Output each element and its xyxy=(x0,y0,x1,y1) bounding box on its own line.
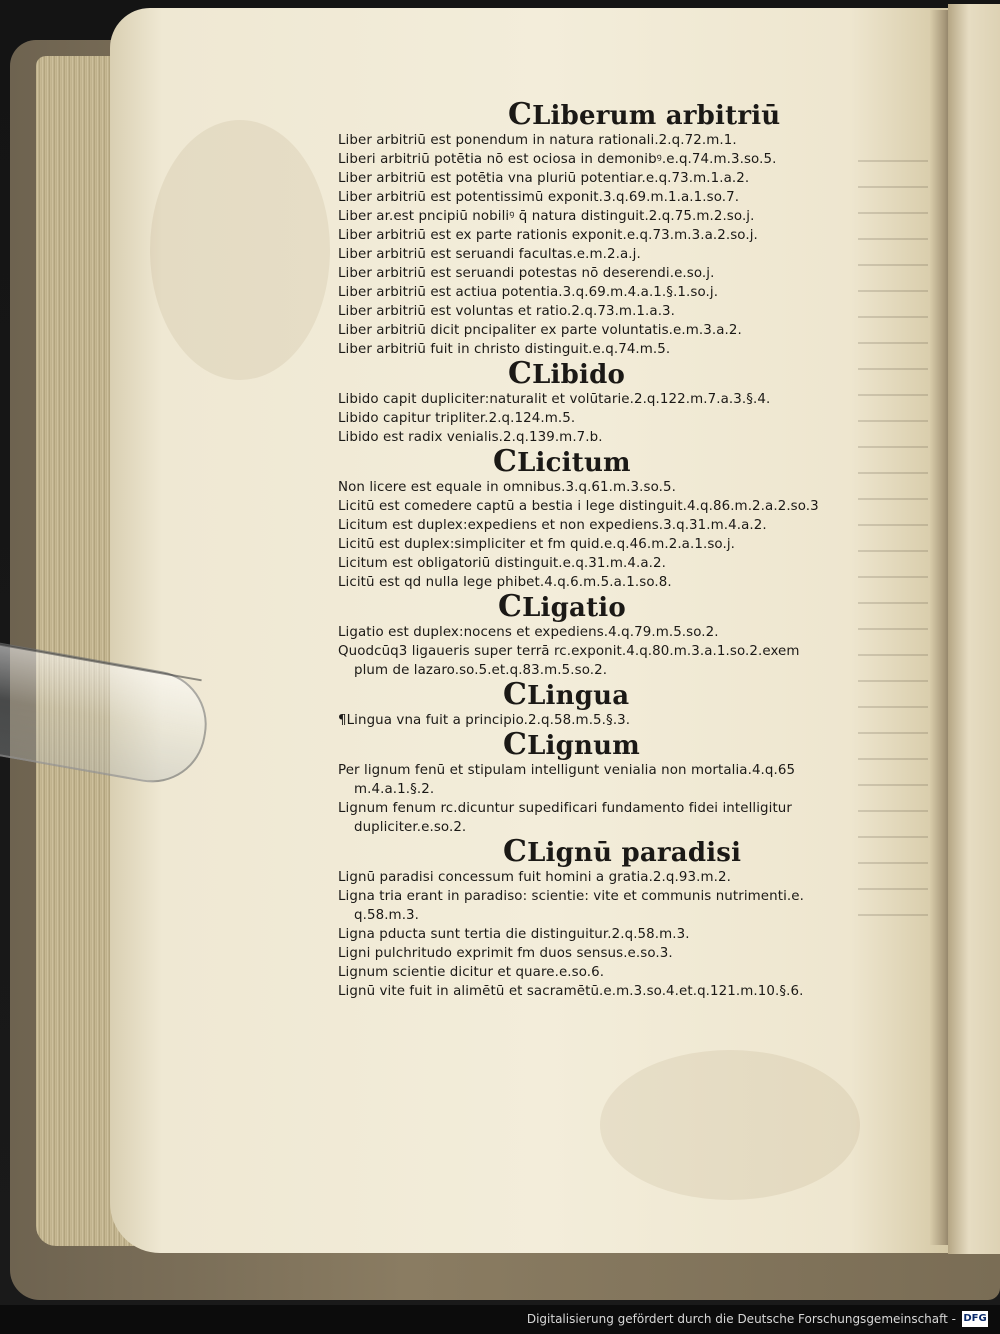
entry-line: Liber arbitriū est potētia vna pluriū potentiar.e.q.73.m.1.a.2. xyxy=(338,171,750,186)
entry-line: Lignū vite fuit in alimētū et sacramētū.e.m.3.so.4.et.q.121.m.10.§.6. xyxy=(338,984,804,999)
entry-line: m.4.a.1.§.2. xyxy=(354,782,435,797)
entry-line: Per lignum fenū et stipulam intelligunt venialia non mortalia.4.q.65 xyxy=(338,763,796,778)
entry-line: Liber arbitriū est seruandi potestas nō deserendi.e.so.j. xyxy=(338,266,715,281)
entry-line: Liber arbitriū est voluntas et ratio.2.q.73.m.1.a.3. xyxy=(338,304,676,319)
section-licitum xyxy=(338,444,908,592)
section-heading: CLibido xyxy=(508,356,626,391)
entry-line: Liber arbitriū est potentissimū exponit.3.q.69.m.1.a.1.so.7. xyxy=(338,190,740,205)
section-lignum-paradisi xyxy=(338,834,908,1001)
entry-line: Libido capitur tripliter.2.q.124.m.5. xyxy=(338,411,576,426)
dfg-logo-icon: DFG xyxy=(962,1311,988,1327)
page-stain xyxy=(150,120,330,380)
entry-line: Quodcūq3 ligaueris super terrā rc.exponit.4.q.80.m.3.a.1.so.2.exem xyxy=(338,644,800,659)
section-heading: CLicitum xyxy=(493,444,631,479)
section-heading: CLingua xyxy=(503,677,630,712)
entry-line: Liber arbitriū est seruandi facultas.e.m.2.a.j. xyxy=(338,247,641,262)
entry-line: Liberi arbitriū potētia nō est ociosa in demonibꝰ.e.q.74.m.3.so.5. xyxy=(338,152,777,167)
entry-line: Lignum fenum rc.dicuntur supedificari fundamento fidei intelligitur xyxy=(338,801,793,816)
section-heading: CLignum xyxy=(503,727,640,762)
entry-line: Lignū paradisi concessum fuit homini a gratia.2.q.93.m.2. xyxy=(338,870,731,885)
entry-line: Licitū est comedere captū a bestia i lege distinguit.4.q.86.m.2.a.2.so.3 xyxy=(338,499,819,514)
entry-line: Licitum est duplex:expediens et non expediens.3.q.31.m.4.a.2. xyxy=(338,518,767,533)
entry-line: ¶Lingua vna fuit a principio.2.q.58.m.5.§.3. xyxy=(338,713,631,728)
entry-line: Ligni pulchritudo exprimit fm duos sensus.e.so.3. xyxy=(338,946,673,961)
entry-line: q.58.m.3. xyxy=(354,908,420,923)
entry-line: Libido est radix venialis.2.q.139.m.7.b. xyxy=(338,430,603,445)
footer-bar xyxy=(0,1305,1000,1334)
entry-line: Licitū est duplex:simpliciter et fm quid.e.q.46.m.2.a.1.so.j. xyxy=(338,537,735,552)
entry-line: plum de lazaro.so.5.et.q.83.m.5.so.2. xyxy=(354,663,608,678)
entry-line: Liber arbitriū est ponendum in natura rationali.2.q.72.m.1. xyxy=(338,133,737,148)
entry-line: Licitum est obligatoriū distinguit.e.q.31.m.4.a.2. xyxy=(338,556,667,571)
section-ligatio xyxy=(338,589,908,680)
entry-line: Liber arbitriū est ex parte rationis exponit.e.q.73.m.3.a.2.so.j. xyxy=(338,228,758,243)
index-text xyxy=(338,97,908,1001)
entry-line: Licitū est qd nulla lege phibet.4.q.6.m.5.a.1.so.8. xyxy=(338,575,672,590)
section-lignum xyxy=(338,727,908,837)
section-heading: CLignū paradisi xyxy=(503,834,742,869)
entry-line: Liber arbitriū est actiua potentia.3.q.69.m.4.a.1.§.1.so.j. xyxy=(338,285,719,300)
entry-line: dupliciter.e.so.2. xyxy=(354,820,467,835)
section-heading: CLiberum arbitriū xyxy=(508,97,781,132)
entry-line: Liber ar.est pncipiū nobiliꝰ q̄ natura distinguit.2.q.75.m.2.so.j. xyxy=(338,209,755,224)
section-heading: CLigatio xyxy=(498,589,626,624)
page-stain xyxy=(600,1050,860,1200)
section-liberum-arbitrium xyxy=(338,97,908,359)
entry-line: Lignum scientie dicitur et quare.e.so.6. xyxy=(338,965,605,980)
entry-line: Libido capit dupliciter:naturalit et volūtarie.2.q.122.m.7.a.3.§.4. xyxy=(338,392,771,407)
entry-line: Ligna pducta sunt tertia die distinguitur.2.q.58.m.3. xyxy=(338,927,690,942)
entry-line: Ligatio est duplex:nocens et expediens.4.q.79.m.5.so.2. xyxy=(338,625,719,640)
section-lingua xyxy=(338,677,908,730)
section-libido xyxy=(338,356,908,447)
entry-line: Ligna tria erant in paradiso: scientie: vite et communis nutrimenti.e. xyxy=(338,889,804,904)
entry-line: Liber arbitriū dicit pncipaliter ex parte voluntatis.e.m.3.a.2. xyxy=(338,323,742,338)
footer-credit: Digitalisierung gefördert durch die Deutsche Forschungsgemeinschaft - xyxy=(526,1312,956,1326)
entry-line: Liber arbitriū fuit in christo distinguit.e.q.74.m.5. xyxy=(338,342,671,357)
entry-line: Non licere est equale in omnibus.3.q.61.m.3.so.5. xyxy=(338,480,676,495)
right-page-edge xyxy=(948,4,1000,1254)
